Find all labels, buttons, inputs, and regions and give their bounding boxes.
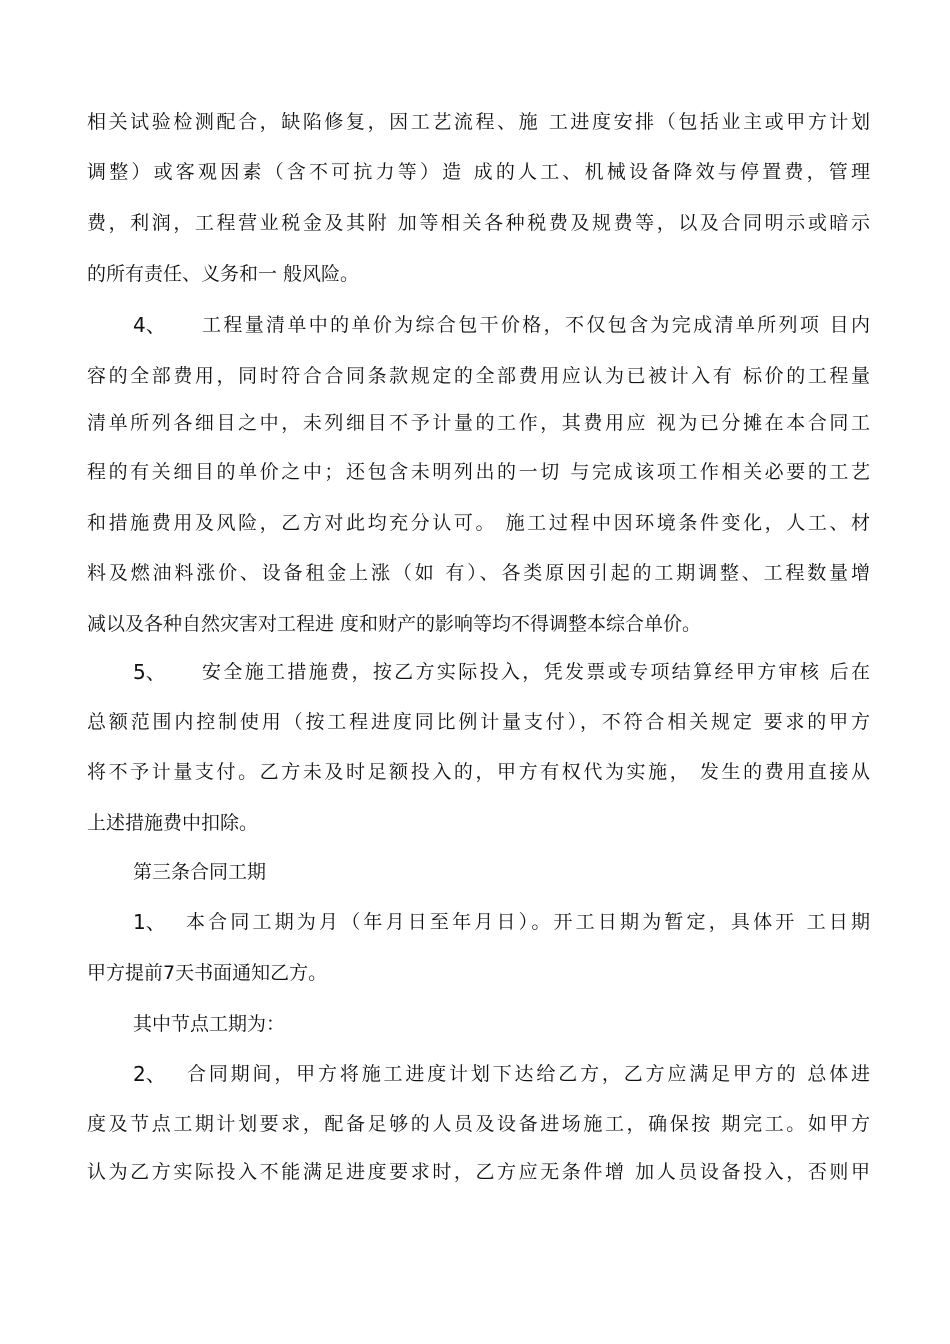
section-heading: 第三条合同工期 [133,861,267,883]
item-number: 4、 [133,313,166,337]
text-line: 本合同工期为月（年月日至年月日）。开工日期为暂定，具体开 工日期 [186,911,870,933]
text-line: 清单所列各细目之中，未列细目不予计量的工作，其费用应 视为已分摊在本合同工 [87,412,870,434]
text-line: 和措施费用及风险，乙方对此均充分认可。 施工过程中因环境条件变化，人工、材 [87,512,870,534]
text-line: 调整）或客观因素（含不可抗力等）造 成的人工、机械设备降效与停置费，管理 [87,161,870,183]
text-line: 工程量清单中的单价为综合包干价格，不仅包含为完成清单所列项 目内 [202,314,870,336]
text-line: 料及燃油料涨价、设备租金上涨（如 有）、各类原因引起的工期调整、工程数量增 [87,562,870,584]
text-line: 甲方提前7天书面通知乙方。 [87,962,328,984]
text-line: 减以及各种自然灾害对工程进 度和财产的影响等均不得调整本综合单价。 [87,613,702,635]
text-line: 相关试验检测配合，缺陷修复，因工艺流程、施 工进度安排（包括业主或甲方计划 [87,111,870,133]
text-line: 程的有关细目的单价之中；还包含未明列出的一切 与完成该项工作相关必要的工艺 [87,461,870,483]
text-line: 其中节点工期为： [133,1013,286,1035]
text-line: 度及节点工期计划要求，配备足够的人员及设备进场施工，确保按 期完工。如甲方 [87,1113,870,1135]
text-line: 安全施工措施费，按乙方实际投入，凭发票或专项结算经甲方审核 后在 [202,661,870,683]
item-number: 5、 [133,660,166,684]
text-line: 容的全部费用，同时符合合同条款规定的全部费用应认为已被计入有 标价的工程量 [87,365,870,387]
item-number: 2、 [133,1062,166,1086]
item-number: 1、 [133,910,166,934]
text-line: 合同期间，甲方将施工进度计划下达给乙方，乙方应满足甲方的 总体进 [187,1063,870,1085]
text-line: 费，利润，工程营业税金及其附 加等相关各种税费及规费等，以及合同明示或暗示 [87,212,870,234]
text-line: 总额范围内控制使用（按工程进度同比例计量支付），不符合相关规定 要求的甲方 [87,711,870,733]
text-line: 将不予计量支付。乙方未及时足额投入的，甲方有权代为实施， 发生的费用直接从 [87,761,870,783]
text-line: 认为乙方实际投入不能满足进度要求时，乙方应无条件增 加人员设备投入，否则甲 [87,1161,870,1183]
text-line: 的所有责任、义务和一 般风险。 [87,263,360,285]
text-line: 上述措施费中扣除。 [87,812,259,834]
